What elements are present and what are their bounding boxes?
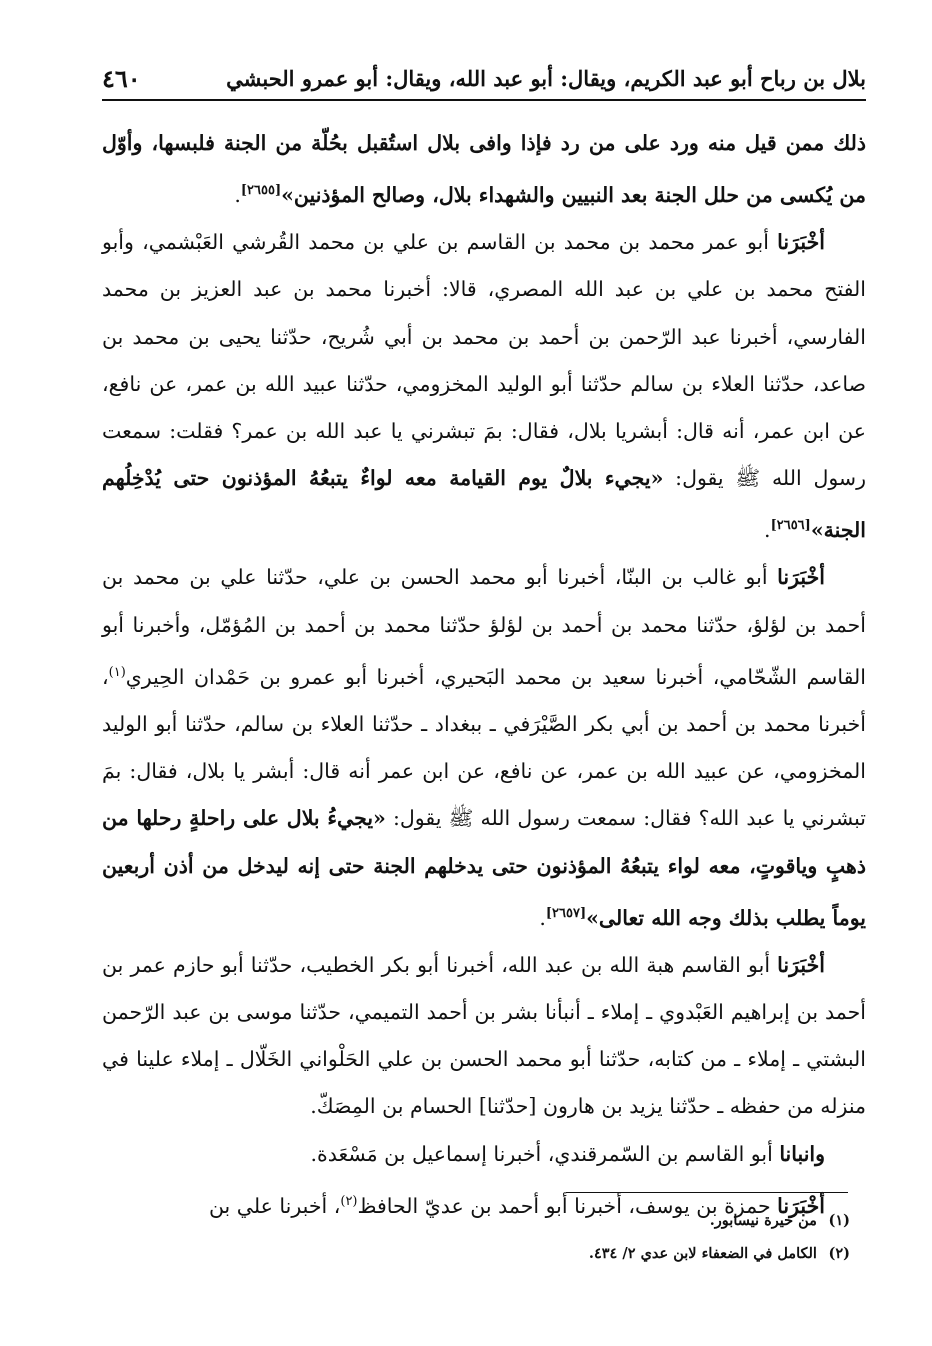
isnad-text: أبو غالب بن البنّا، أخبرنا أبو محمد الحسن بن علي، حدّثنا علي بن محمد بن أحمد بن لؤلؤ، حدّثنا محمد بن أحمد بن لؤلؤ حدّثنا محمد بن أحمد بن المُؤمّل، وأخبرنا أبو القاسم الشّحّامي، أخبرنا سعيد بن محمد البَحيري، أخبرنا أبو عمرو بن حَمْدان الحِيري xyxy=(102,565,866,689)
footnote-text: الكامل في الضعفاء لابن عدي ٢/ ٤٣٤. xyxy=(588,1245,817,1262)
hadith-number: [٢٦٥٦] xyxy=(770,518,811,534)
page-header xyxy=(102,58,866,98)
hadith-text: ذلك ممن قيل منه ورد على من رد فإذا وافى بلال استُقبل بحُلّة من الجنة فلبسها، وأوّل من يُكسى من حلل الجنة بعد النبيين والشهداء بلال، وصالح المؤذنين» xyxy=(102,131,866,208)
main-text xyxy=(102,120,866,1230)
paragraph-end: . xyxy=(539,905,546,930)
isnad-text-continued: ، أخبرنا علي بن xyxy=(208,1193,341,1218)
footnote-rule xyxy=(566,1192,848,1193)
paragraph-1 xyxy=(102,120,866,219)
paragraph-4 xyxy=(102,942,866,1131)
footnote-2 xyxy=(102,1237,850,1270)
paragraph-end: . xyxy=(764,518,771,543)
footnotes xyxy=(102,1204,850,1270)
isnad-text: أبو القاسم هبة الله بن عبد الله، أخبرنا أبو بكر الخطيب، حدّثنا أبو حازم عمر بن أحمد بن إبراهيم العَبْدوي ـ إملاء ـ أنبأنا بشر بن أحمد التميمي، حدّثنا موسى بن عبد الرّحمن البشتي ـ إملاء ـ من كتابه، حدّثنا أبو محمد الحسن بن علي الحَلْواني الخَلّال ـ إملاء علينا في منزله من حفظه ـ حدّثنا يزيد بن هارون [حدّثنا] الحسام بن المِصَكّ. xyxy=(102,952,866,1119)
isnad-keyword: أخْبَرَنا xyxy=(777,1193,825,1218)
hadith-number: [٢٦٥٥] xyxy=(240,183,282,199)
isnad-text: حمزة بن يوسف، أخبرنا أبو أحمد بن عديّ الحافظ xyxy=(357,1193,778,1218)
isnad-text: أبو القاسم بن السّمرقندي، أخبرنا إسماعيل بن مَسْعَدة. xyxy=(310,1141,780,1166)
paragraph-5 xyxy=(102,1131,866,1178)
isnad-keyword: وانبانا xyxy=(779,1141,825,1166)
isnad-keyword: أخْبَرَنا xyxy=(777,230,825,255)
hadith-number: [٢٦٥٧] xyxy=(545,905,587,921)
hadith-text: «يجيء بلالٌ يوم القيامة معه لواءٌ يتبعُهُ المؤذنون حتى يُدْخِلُهم الجنة» xyxy=(102,466,866,543)
footnote-marker: (١) xyxy=(108,664,126,680)
footnote-text: من حيرة نيسابور. xyxy=(709,1212,817,1229)
footnote-number: (٢) xyxy=(828,1245,850,1262)
footnote-number: (١) xyxy=(828,1212,850,1229)
footnote-1 xyxy=(102,1204,850,1237)
isnad-keyword: أخْبَرَنا xyxy=(777,952,825,977)
paragraph-2 xyxy=(102,219,866,554)
paragraph-end: . xyxy=(234,183,241,208)
paragraph-3 xyxy=(102,554,866,941)
footnote-marker: (٢) xyxy=(340,1193,358,1209)
page-number: ٤٦٠ xyxy=(102,63,141,93)
header-rule xyxy=(102,99,866,101)
isnad-keyword: أخْبَرَنا xyxy=(777,565,825,590)
isnad-text: أبو عمر محمد بن محمد بن القاسم بن علي بن محمد القُرشي العَبْشمي، وأبو الفتح محمد بن علي بن عبد الله المصري، قالا: أخبرنا محمد بن عبد العزيز بن محمد الفارسي، أخبرنا عبد الرّحمن بن أحمد بن محمد بن أبي شُريح، حدّثنا يحيى بن محمد بن صاعد، حدّثنا العلاء بن سالم حدّثنا أبو الوليد المخزومي، حدّثنا عبيد الله بن عمر، عن نافع، عن ابن عمر، أنه قال: أبشريا بلال، فقال: بمَ تبشرني يا عبد الله بن عمر؟ فقلت: سمعت رسول الله ﷺ يقول: xyxy=(102,230,867,491)
hadith-text: «يجيءُ بلال على راحلةٍ رحلها من ذهبٍ وياقوتٍ، معه لواء يتبعُهُ المؤذنون حتى يدخلهم الجنة حتى إنه ليدخل من أذن أربعين يوماً يطلب بذلك وجه الله تعالى» xyxy=(102,806,866,930)
isnad-text-continued: ، أخبرنا محمد بن أحمد بن أبي بكر الصَّيْرَفي ـ ببغداد ـ حدّثنا العلاء بن سالم، حدّثنا أبو الوليد المخزومي، عن عبيد الله بن عمر، عن نافع، عن ابن عمر أنه قال: أبشر يا بلال، فقال: بمَ تبشرني يا عبد الله؟ فقال: سمعت رسول الله ﷺ يقول: xyxy=(102,664,866,831)
running-title: بلال بن رباح أبو عبد الكريم، ويقال: أبو عبد الله، ويقال: أبو عمرو الحبشي xyxy=(226,65,866,91)
